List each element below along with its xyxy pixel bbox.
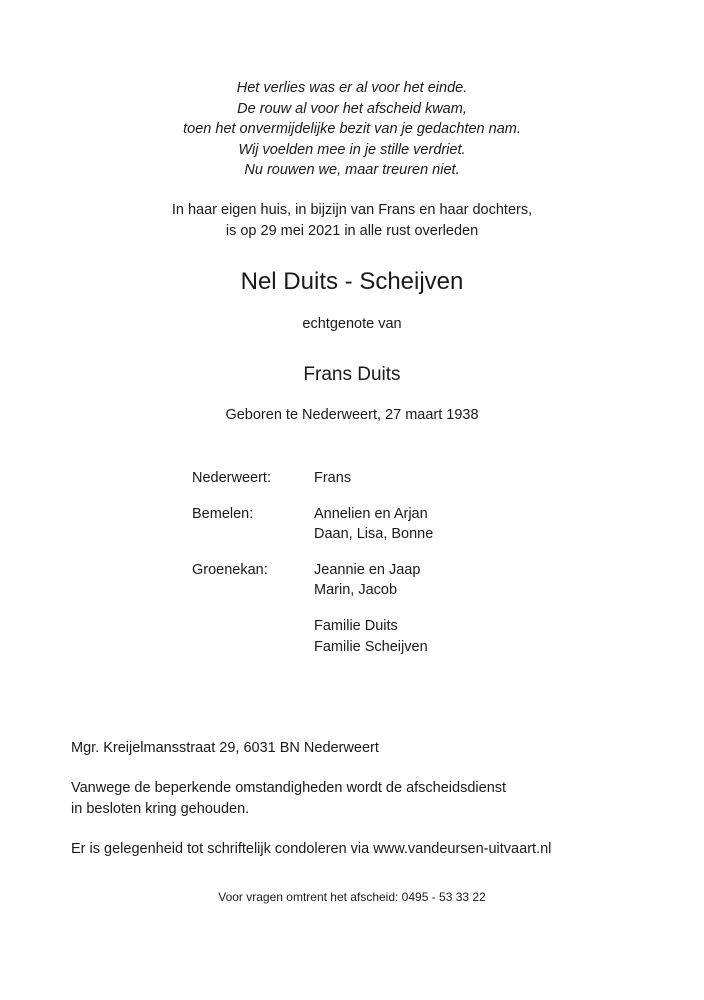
- poem: [0, 78, 704, 181]
- service-line: Vanwege de beperkende omstandigheden wordt de afscheidsdienst: [71, 780, 507, 796]
- family-place: Nederweert:: [192, 470, 271, 486]
- family-names: Annelien en Arjan: [314, 505, 428, 522]
- birth-details: Geboren te Nederweert, 27 maart 1938: [225, 407, 479, 423]
- announcement: [0, 200, 704, 241]
- contact-line: Voor vragen omtrent het afscheid: 0495 - 53 33 22: [218, 890, 486, 904]
- service-notice: [71, 778, 506, 819]
- family-names: Marin, Jacob: [314, 582, 398, 599]
- family-names: Familie Scheijven: [314, 638, 428, 655]
- poem-line: toen het onvermijdelijke bezit van je gedachten nam.: [183, 121, 521, 138]
- service-line: in besloten kring gehouden.: [71, 800, 250, 817]
- poem-line: Wij voelden mee in je stille verdriet.: [238, 141, 466, 158]
- announcement-line: is op 29 mei 2021 in alle rust overleden: [225, 222, 479, 239]
- family-place: Groenekan:: [192, 561, 268, 578]
- poem-line: De rouw al voor het afscheid kwam,: [237, 100, 467, 117]
- family-names: Daan, Lisa, Bonne: [314, 526, 434, 543]
- poem-line: Nu rouwen we, maar treuren niet.: [244, 162, 460, 179]
- family-names: Familie Duits: [314, 617, 398, 634]
- spouse-name: Frans Duits: [303, 364, 401, 385]
- poem-line: Het verlies was er al voor het einde.: [236, 80, 468, 96]
- announcement-line: In haar eigen huis, in bijzijn van Frans en haar dochters,: [171, 202, 533, 218]
- deceased-name: Nel Duits - Scheijven: [240, 268, 464, 295]
- spouse-label: echtgenote van: [302, 316, 402, 332]
- family-names: Jeannie en Jaap: [314, 561, 421, 578]
- family-names: Frans: [314, 470, 352, 486]
- family-place: Bemelen:: [192, 505, 254, 522]
- home-address: Mgr. Kreijelmansstraat 29, 6031 BN Nederweert: [71, 740, 379, 756]
- condolence-notice: Er is gelegenheid tot schriftelijk condoleren via www.vandeursen-uitvaart.nl: [71, 841, 552, 857]
